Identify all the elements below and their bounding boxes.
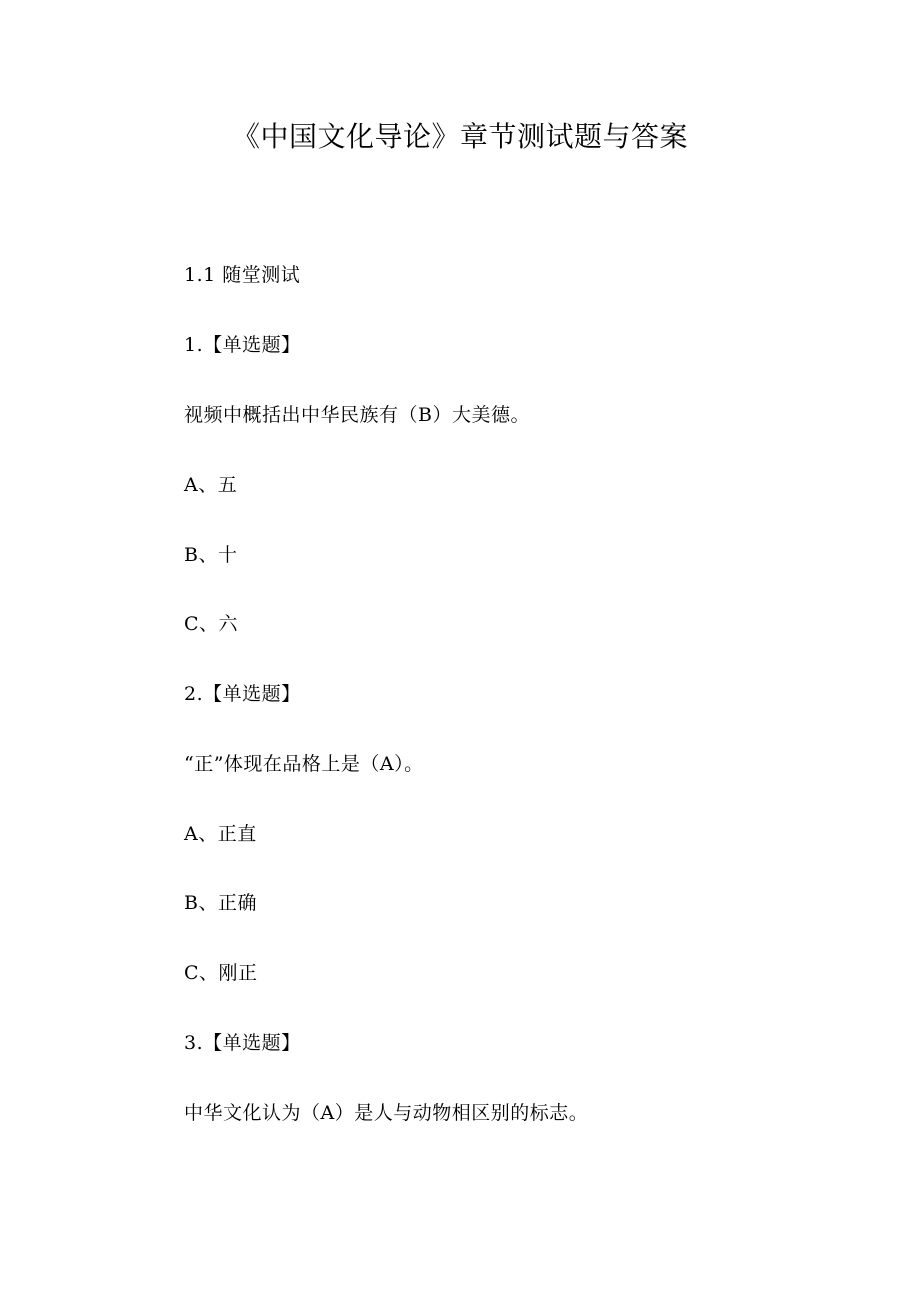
question-2-stem: “正”体现在品格上是（A）。 (184, 753, 424, 775)
question-3-stem: 中华文化认为（A）是人与动物相区别的标志。 (184, 1102, 589, 1124)
question-2-option-c: C、刚正 (184, 962, 258, 984)
section-heading: 1.1 随堂测试 (184, 264, 301, 286)
question-1-option-b: B、十 (184, 544, 238, 566)
question-2-label: 2.【单选题】 (184, 683, 301, 705)
question-2-option-a: A、正直 (184, 823, 257, 845)
question-1-option-a: A、五 (184, 474, 238, 496)
document-title: 《中国文化导论》章节测试题与答案 (231, 120, 688, 153)
question-1-option-c: C、六 (184, 613, 239, 635)
question-3-label: 3.【单选题】 (184, 1032, 301, 1054)
question-1-label: 1.【单选题】 (184, 334, 301, 356)
question-2-option-b: B、正确 (184, 892, 257, 914)
question-1-stem: 视频中概括出中华民族有（B）大美德。 (184, 404, 530, 426)
